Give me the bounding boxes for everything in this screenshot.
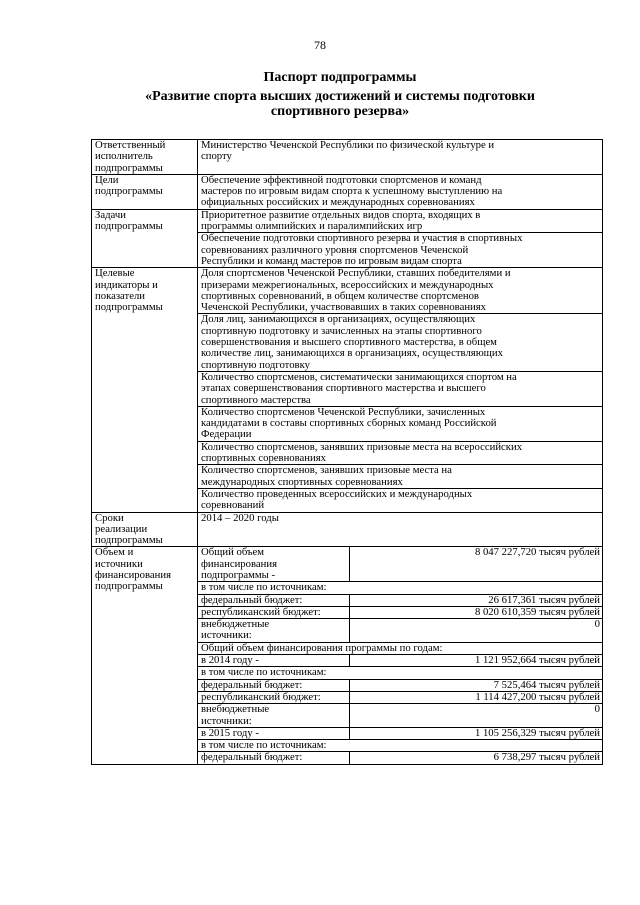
fin-2015-label: в 2015 году - — [198, 727, 350, 739]
value-line: соревнованиях различного уровня спортсменов Чеченской — [201, 243, 469, 256]
table-row-period — [92, 512, 603, 547]
value-line: источники: — [201, 714, 252, 727]
fin-extra-value: 0 — [350, 619, 603, 643]
label-line: подпрограммы — [95, 534, 163, 547]
title-line-2a: «Развитие спорта высших достижений и системы подготовки — [145, 89, 535, 104]
value-line: Количество спортсменов, занявших призовые места на всероссийских — [201, 441, 523, 453]
value-line: Федерации — [201, 428, 252, 441]
fin-2015-value: 1 105 256,329 тысяч рублей — [350, 727, 603, 739]
value-line: Республики и команд мастеров по игровым видам спорта — [201, 254, 462, 267]
value-line: спортивную подготовку — [201, 358, 310, 371]
label-line: индикаторы и — [95, 278, 158, 291]
label-line: подпрограммы — [95, 161, 163, 174]
fin-2014-extra-value: 0 — [350, 704, 603, 728]
fin-2015-federal-value: 6 738,297 тысяч рублей — [350, 752, 603, 764]
indicator-item — [198, 465, 603, 489]
value-line: Количество спортсменов Чеченской Республики, зачисленных — [201, 406, 486, 418]
value-line: спортивного мастерства — [201, 393, 311, 406]
value-line: Доля спортсменов Чеченской Республики, ставших победителями и — [201, 267, 511, 280]
label-line: подпрограммы — [95, 580, 163, 593]
label-line: подпрограммы — [95, 185, 163, 198]
value-line: спортивных соревнованиях — [201, 452, 326, 465]
value-line: международных спортивных соревнованиях — [201, 475, 403, 488]
indicator-item — [198, 314, 603, 371]
fin-2014-federal-value: 7 525,464 тысяч рублей — [350, 679, 603, 691]
title-line-1: Паспорт подпрограммы — [263, 70, 417, 85]
fin-extra-label — [198, 619, 350, 643]
label-goals — [92, 174, 198, 209]
page-number: 78 — [314, 38, 326, 52]
indicator-item — [198, 441, 603, 465]
value-line: спорту — [201, 150, 232, 163]
fin-2014-republic-label: республиканский бюджет: — [198, 691, 350, 703]
fin-2015-sources: в том числе по источникам: — [198, 740, 603, 752]
label-line: Объем и — [95, 546, 134, 559]
value-line: внебюджетные — [201, 618, 270, 631]
label-line: Ответственный — [95, 139, 166, 151]
value-line: Общий объем — [201, 546, 265, 559]
fin-2014-federal-label: федеральный бюджет: — [198, 679, 350, 691]
title-line-2b: спортивного резерва» — [270, 104, 410, 119]
label-line: исполнитель — [95, 150, 153, 163]
table-row-executor — [92, 140, 603, 175]
label-line: источники — [95, 557, 143, 570]
fin-2014-republic-value: 1 114 427,200 тысяч рублей — [350, 691, 603, 703]
value-line: Количество проведенных всероссийских и международных — [201, 488, 473, 500]
value-line: мастеров по игровым видам спорта к успешному выступлению на — [201, 185, 503, 198]
fin-2014-extra-label — [198, 704, 350, 728]
value-line: Количество спортсменов, систематически занимающихся спортом на — [201, 371, 517, 383]
title-line-2 — [60, 89, 620, 119]
value-line: финансирования — [201, 557, 277, 570]
label-line: подпрограммы — [95, 220, 163, 233]
value-goals — [198, 174, 603, 209]
label-tasks — [92, 209, 198, 267]
value-line: Министерство Чеченской Республики по физической культуре и — [201, 139, 495, 151]
indicator-item — [198, 488, 603, 512]
fin-2014-label: в 2014 году - — [198, 655, 350, 667]
fin-total-label — [198, 547, 350, 582]
task-item — [198, 209, 603, 233]
value-line: Приоритетное развитие отдельных видов спорта, входящих в — [201, 209, 481, 221]
label-line: подпрограммы — [95, 301, 163, 314]
value-line: Доля лиц, занимающихся в организациях, осуществляющих — [201, 313, 476, 326]
task-item — [198, 233, 603, 268]
fin-2015-federal-label: федеральный бюджет: — [198, 752, 350, 764]
value-period: 2014 – 2020 годы — [198, 512, 603, 547]
label-line: Цели — [95, 174, 119, 186]
fin-2014-value: 1 121 952,664 тысяч рублей — [350, 655, 603, 667]
value-line: кандидатами в составы спортивных сборных команд Российской — [201, 417, 497, 430]
passport-table — [91, 139, 603, 765]
value-line: этапах совершенствования спортивного мастерства и высшего — [201, 382, 486, 395]
fin-by-years-heading: Общий объем финансирования программы по годам: — [198, 642, 603, 654]
value-line: Обеспечение эффективной подготовки спортсменов и команд — [201, 174, 482, 186]
label-line: финансирования — [95, 568, 171, 581]
label-line: Задачи — [95, 209, 126, 221]
indicator-item — [198, 268, 603, 314]
table-row-financing — [92, 547, 603, 582]
label-line: реализации — [95, 522, 148, 535]
value-line: внебюджетные — [201, 703, 270, 716]
table-row-indicators — [92, 268, 603, 314]
label-period — [92, 512, 198, 547]
indicator-item — [198, 371, 603, 406]
value-line: соревнований — [201, 499, 265, 512]
table-row-tasks — [92, 209, 603, 233]
value-line: совершенствования и высшего спортивного мастерства, в общем — [201, 336, 497, 349]
label-indicators — [92, 268, 198, 512]
fin-total-value: 8 047 227,720 тысяч рублей — [350, 547, 603, 582]
value-line: спортивную подготовку и зачисленных на этапы спортивного — [201, 324, 482, 337]
label-line: показатели — [95, 289, 145, 302]
label-financing — [92, 547, 198, 764]
value-line: источники: — [201, 629, 252, 642]
page-title — [60, 70, 620, 119]
label-line: Целевые — [95, 267, 135, 280]
value-line: количестве лиц, занимающихся в организациях, осуществляющих — [201, 347, 503, 360]
value-line: официальных российских и международных соревнованиях — [201, 196, 475, 209]
fin-federal-label: федеральный бюджет: — [198, 594, 350, 606]
fin-republic-label: республиканский бюджет: — [198, 606, 350, 618]
label-line: Сроки — [95, 512, 124, 524]
value-line: Обеспечение подготовки спортивного резерва и участия в спортивных — [201, 232, 523, 245]
table-row-goals — [92, 174, 603, 209]
value-line: Количество спортсменов, занявших призовые места на — [201, 464, 452, 477]
value-line: призерами межрегиональных, всероссийских и международных — [201, 278, 494, 291]
indicator-item — [198, 406, 603, 441]
fin-2014-sources: в том числе по источникам: — [198, 667, 603, 679]
value-line: Чеченской Республики, участвовавших в таких соревнованиях — [201, 301, 487, 314]
value-line: подпрограммы - — [201, 568, 276, 581]
value-executor — [198, 140, 603, 175]
value-line: спортивных соревнований, в общем количестве спортсменов — [201, 289, 479, 302]
fin-sources-heading: в том числе по источникам: — [198, 582, 603, 594]
label-executor — [92, 140, 198, 175]
fin-federal-value: 26 617,361 тысяч рублей — [350, 594, 603, 606]
fin-republic-value: 8 020 610,359 тысяч рублей — [350, 606, 603, 618]
value-line: программы олимпийских и паралимпийских игр — [201, 220, 423, 233]
